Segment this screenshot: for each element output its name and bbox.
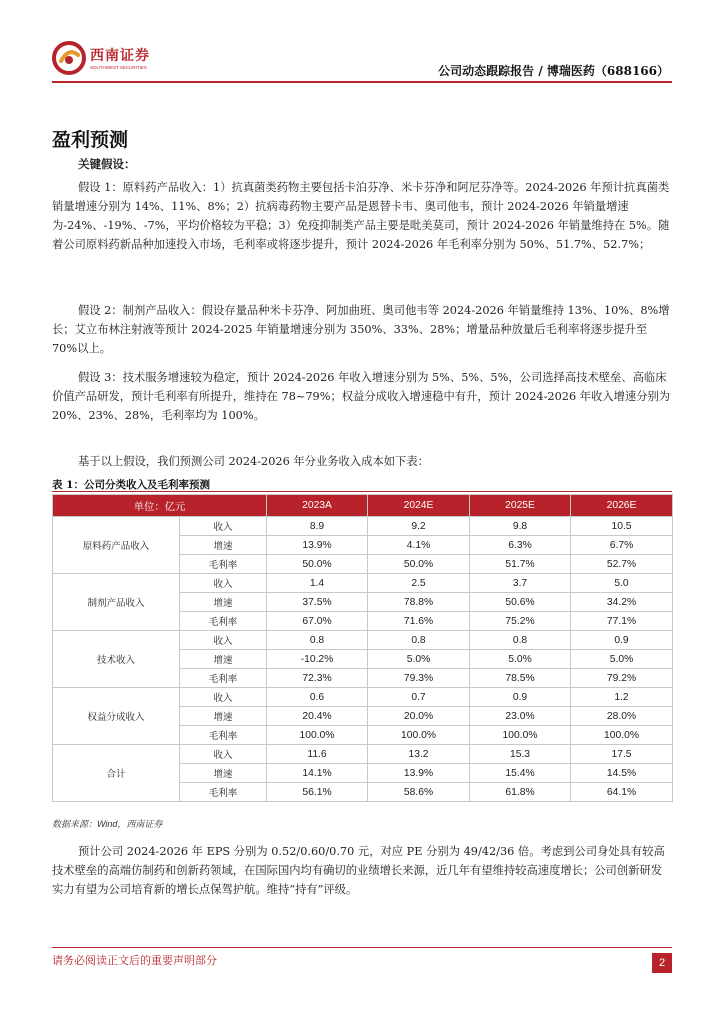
category-cell: 技术收入	[53, 631, 180, 688]
table-title: 表 1：公司分类收入及毛利率预测	[52, 479, 210, 491]
column-header: 2026E	[571, 495, 673, 517]
value-cell: 0.9	[470, 688, 571, 707]
value-cell: 0.7	[368, 688, 470, 707]
value-cell: 34.2%	[571, 593, 673, 612]
value-cell: 77.1%	[571, 612, 673, 631]
value-cell: 50.0%	[368, 555, 470, 574]
table-row	[53, 517, 673, 536]
value-cell: 0.9	[571, 631, 673, 650]
logo-english-name: SOUTHWEST SECURITIES	[90, 65, 147, 70]
value-cell: 13.2	[368, 745, 470, 764]
table-row	[53, 688, 673, 707]
value-cell: 13.9%	[267, 536, 368, 555]
column-header: 2023A	[267, 495, 368, 517]
value-cell: 64.1%	[571, 783, 673, 802]
value-cell: 2.5	[368, 574, 470, 593]
value-cell: 78.8%	[368, 593, 470, 612]
value-cell: 100.0%	[571, 726, 673, 745]
value-cell: 1.2	[571, 688, 673, 707]
value-cell: 5.0%	[368, 650, 470, 669]
table-row	[53, 574, 673, 593]
value-cell: 10.5	[571, 517, 673, 536]
section-title: 盈利预测	[52, 129, 129, 151]
value-cell: 23.0%	[470, 707, 571, 726]
value-cell: 100.0%	[267, 726, 368, 745]
logo-emblem-icon	[52, 41, 86, 75]
value-cell: 58.6%	[368, 783, 470, 802]
value-cell: -10.2%	[267, 650, 368, 669]
metric-label-cell: 增速	[180, 650, 267, 669]
value-cell: 5.0%	[470, 650, 571, 669]
data-source-note: 数据来源：Wind，西南证券	[52, 819, 163, 829]
category-cell: 制剂产品收入	[53, 574, 180, 631]
category-cell: 合计	[53, 745, 180, 802]
value-cell: 52.7%	[571, 555, 673, 574]
value-cell: 14.5%	[571, 764, 673, 783]
metric-label-cell: 增速	[180, 593, 267, 612]
conclusion-paragraph: 预计公司 2024-2026 年 EPS 分别为 0.52/0.60/0.70 元，对应 PE 分别为 49/42/36 倍。考虑到公司身处具有较高技术壁垒的高端仿制药和创新药领域，在国际国内均有确切的业绩增长来源，近几年有望维持较高速度增长；公司创新研发实力有望为公司培育新的增长点保驾护航。维持“持有”评级。	[52, 845, 665, 896]
value-cell: 5.0	[571, 574, 673, 593]
value-cell: 9.8	[470, 517, 571, 536]
value-cell: 15.3	[470, 745, 571, 764]
column-header: 2025E	[470, 495, 571, 517]
value-cell: 5.0%	[571, 650, 673, 669]
metric-label-cell: 收入	[180, 745, 267, 764]
value-cell: 78.5%	[470, 669, 571, 688]
category-cell: 权益分成收入	[53, 688, 180, 745]
metric-label-cell: 收入	[180, 688, 267, 707]
value-cell: 61.8%	[470, 783, 571, 802]
value-cell: 28.0%	[571, 707, 673, 726]
value-cell: 6.7%	[571, 536, 673, 555]
table-intro-paragraph: 基于以上假设，我们预测公司 2024-2026 年分业务收入成本如下表：	[78, 455, 429, 468]
metric-label-cell: 增速	[180, 707, 267, 726]
footer-disclaimer: 请务必阅读正文后的重要声明部分	[52, 954, 217, 967]
metric-label-cell: 增速	[180, 764, 267, 783]
metric-label-cell: 毛利率	[180, 669, 267, 688]
category-cell: 原料药产品收入	[53, 517, 180, 574]
value-cell: 0.8	[267, 631, 368, 650]
value-cell: 56.1%	[267, 783, 368, 802]
value-cell: 100.0%	[470, 726, 571, 745]
unit-header: 单位：亿元	[53, 495, 267, 517]
metric-label-cell: 收入	[180, 517, 267, 536]
value-cell: 20.4%	[267, 707, 368, 726]
value-cell: 72.3%	[267, 669, 368, 688]
value-cell: 75.2%	[470, 612, 571, 631]
value-cell: 0.6	[267, 688, 368, 707]
logo-chinese-name: 西南证券	[90, 48, 150, 64]
assumption-2-paragraph: 假设 2：制剂产品收入：假设存量品种米卡芬净、阿加曲班、奥司他韦等 2024-2026 年销量维持 13%、10%、8%增长；艾立布林注射液等预计 2024-2025 年销量增速分别为 350%、33%、28%；增量品种放量后毛利率将逐步提升至 70%以上。	[52, 304, 670, 355]
value-cell: 71.6%	[368, 612, 470, 631]
value-cell: 20.0%	[368, 707, 470, 726]
value-cell: 14.1%	[267, 764, 368, 783]
metric-label-cell: 增速	[180, 536, 267, 555]
company-logo	[52, 41, 162, 77]
value-cell: 79.3%	[368, 669, 470, 688]
value-cell: 6.3%	[470, 536, 571, 555]
key-assumptions-label: 关键假设：	[78, 157, 136, 171]
value-cell: 9.2	[368, 517, 470, 536]
value-cell: 79.2%	[571, 669, 673, 688]
value-cell: 13.9%	[368, 764, 470, 783]
value-cell: 11.6	[267, 745, 368, 764]
value-cell: 1.4	[267, 574, 368, 593]
metric-label-cell: 收入	[180, 574, 267, 593]
value-cell: 50.6%	[470, 593, 571, 612]
table-title-divider	[52, 491, 672, 492]
column-header: 2024E	[368, 495, 470, 517]
metric-label-cell: 收入	[180, 631, 267, 650]
metric-label-cell: 毛利率	[180, 555, 267, 574]
assumption-1-paragraph: 假设 1：原料药产品收入：1）抗真菌类药物主要包括卡泊芬净、米卡芬净和阿尼芬净等。2024-2026 年预计抗真菌类销量增速分别为 14%、11%、8%；2）抗病毒药物主要产品是恩替卡韦、奥司他韦，预计 2024-2026 年销量增速为-24%、-19%、-7%，平均价格较为平稳；3）免疫抑制类产品主要是吡美莫司，预计 2024-2026 年销量维持在 5%。随着公司原料药新品种加速投入市场，毛利率或将逐步提升，预计 2024-2026 年毛利率分别为 50%、51.7%、52.7%；	[52, 181, 670, 251]
value-cell: 50.0%	[267, 555, 368, 574]
value-cell: 3.7	[470, 574, 571, 593]
metric-label-cell: 毛利率	[180, 726, 267, 745]
value-cell: 17.5	[571, 745, 673, 764]
value-cell: 0.8	[470, 631, 571, 650]
assumption-3-paragraph: 假设 3：技术服务增速较为稳定，预计 2024-2026 年收入增速分别为 5%、5%、5%，公司选择高技术壁垒、高临床价值产品研发，预计毛利率有所提升，维持在 78~79%；权益分成收入增速稳中有升，预计 2024-2026 年收入增速分别为 20%、23%、28%，毛利率均为 100%。	[52, 371, 671, 422]
value-cell: 51.7%	[470, 555, 571, 574]
page-number: 2	[652, 953, 672, 973]
report-header-title: 公司动态跟踪报告 / 博瑞医药（688166）	[438, 64, 669, 78]
value-cell: 8.9	[267, 517, 368, 536]
header-divider	[52, 81, 672, 83]
table-header-row	[53, 495, 673, 517]
table-row	[53, 745, 673, 764]
value-cell: 100.0%	[368, 726, 470, 745]
revenue-forecast-table	[52, 494, 673, 802]
value-cell: 4.1%	[368, 536, 470, 555]
value-cell: 67.0%	[267, 612, 368, 631]
value-cell: 15.4%	[470, 764, 571, 783]
footer-divider	[52, 947, 672, 948]
metric-label-cell: 毛利率	[180, 783, 267, 802]
metric-label-cell: 毛利率	[180, 612, 267, 631]
value-cell: 0.8	[368, 631, 470, 650]
table-row	[53, 631, 673, 650]
value-cell: 37.5%	[267, 593, 368, 612]
